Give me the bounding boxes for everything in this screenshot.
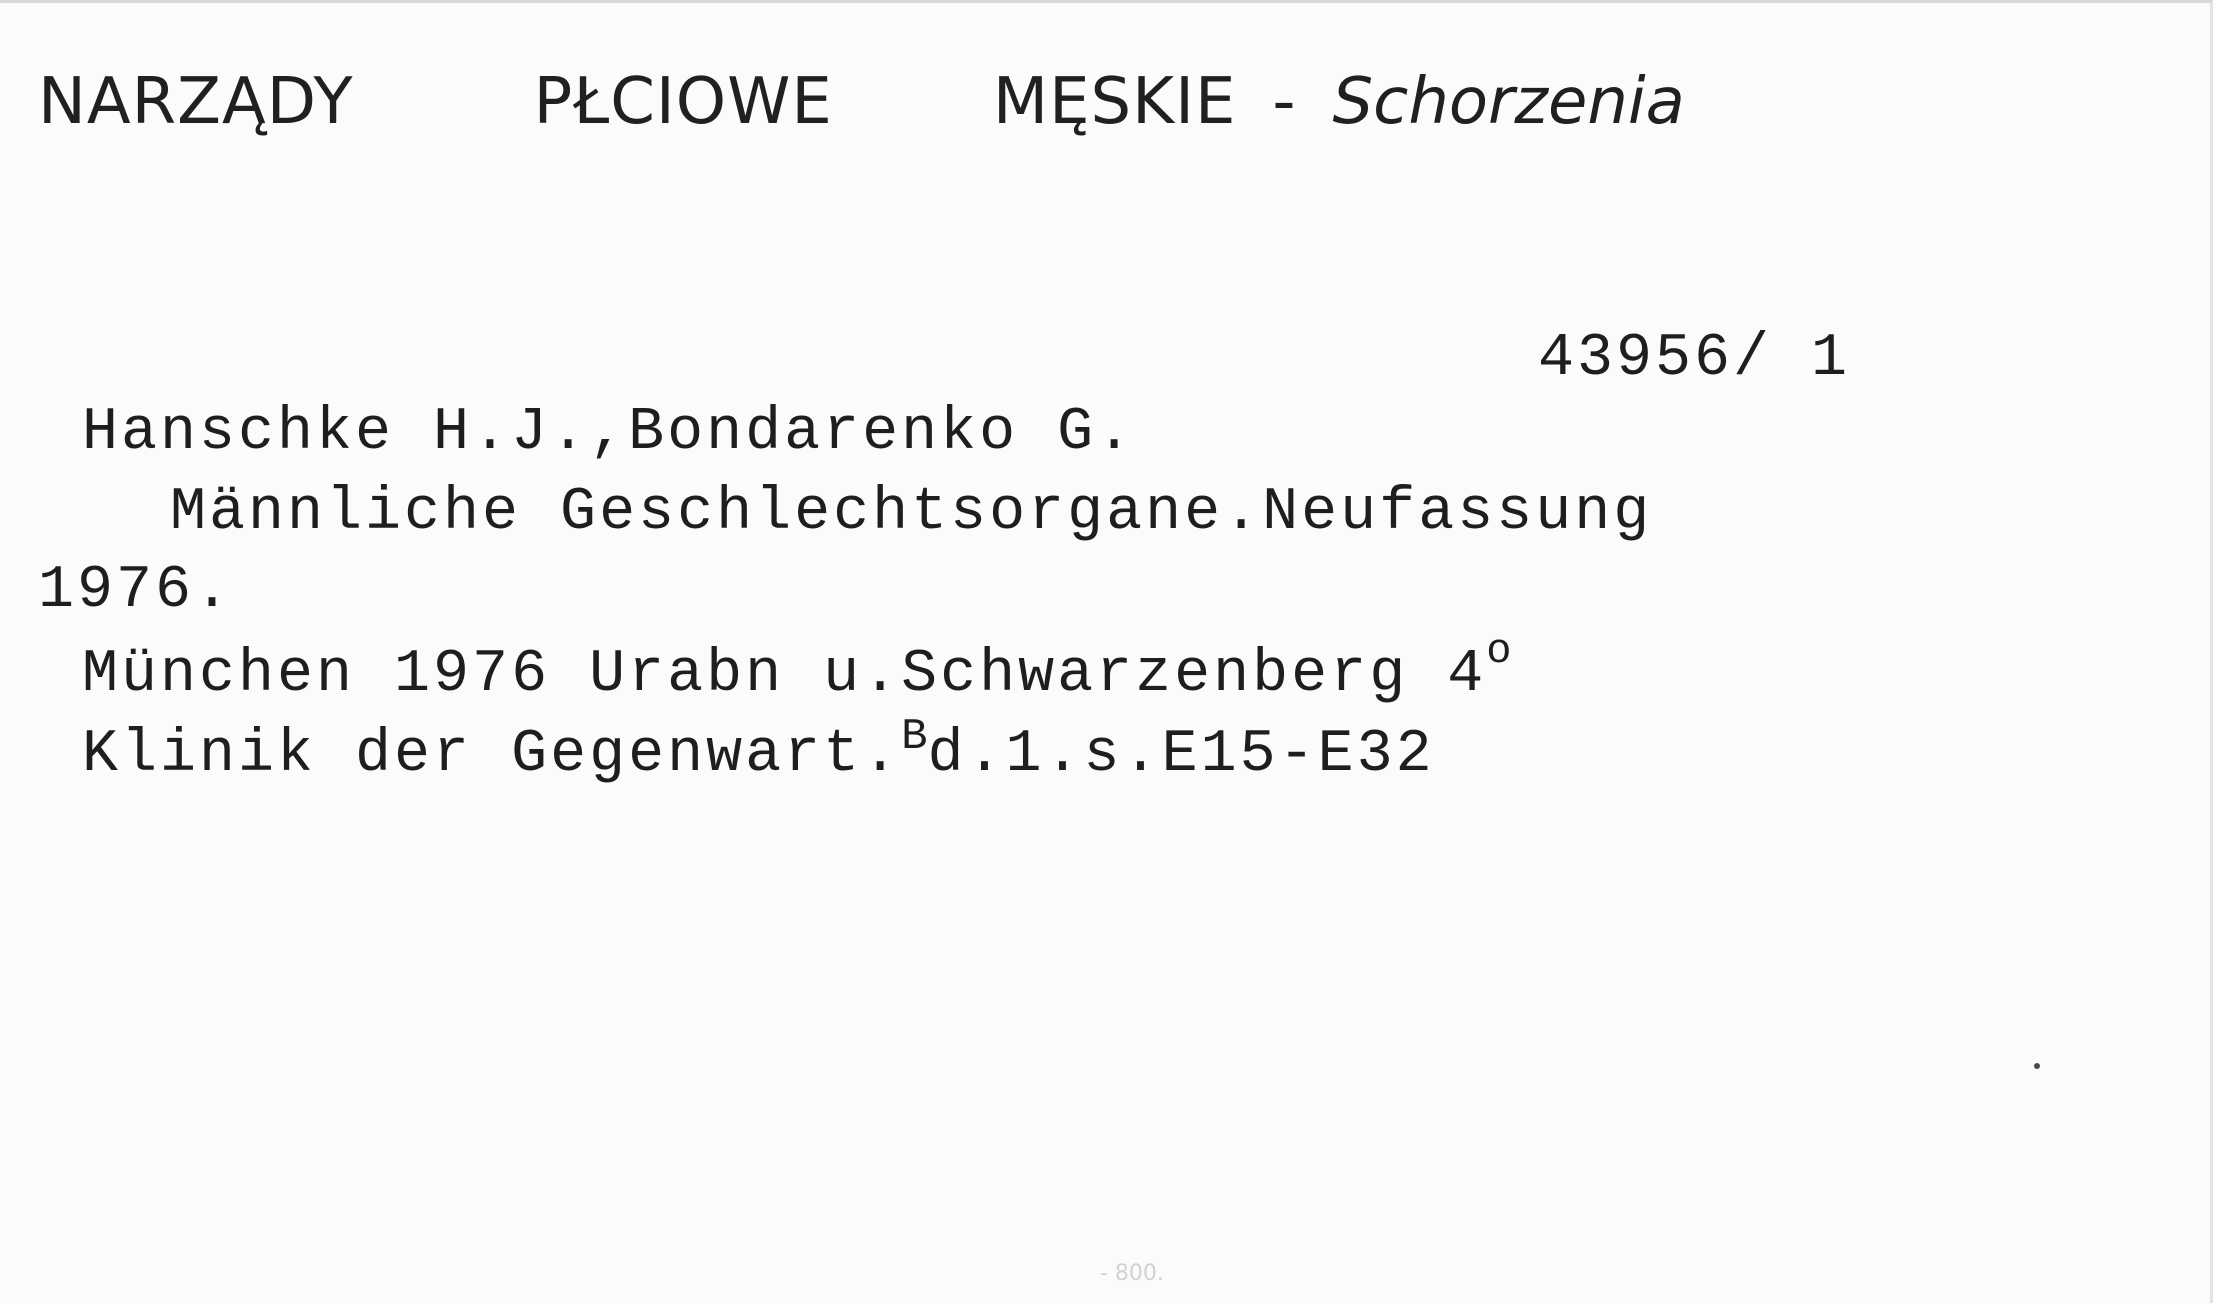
subject-subheading: Schorzenia xyxy=(1332,65,1685,139)
author-line: Hanschke H.J.,Bondarenko G. xyxy=(82,399,1136,467)
series-superscript: B xyxy=(901,712,928,762)
subject-dash: - xyxy=(1272,65,1297,139)
imprint-line xyxy=(82,627,1515,709)
series-suffix: d.1.s.E15-E32 xyxy=(927,721,1435,789)
subject-heading xyxy=(38,65,1685,139)
imprint-text: München 1976 Urabn u.Schwarzenberg 4 xyxy=(82,641,1487,709)
series-prefix: Klinik der Gegenwart. xyxy=(82,721,902,789)
format-superscript: o xyxy=(1486,627,1515,675)
subject-word-2: PŁCIOWE xyxy=(533,65,833,139)
speck-mark xyxy=(2034,1063,2040,1069)
title-line: Männliche Geschlechtsorgane.Neufassung xyxy=(170,479,1653,547)
series-line xyxy=(82,712,1435,789)
footer-stamp: - 800. xyxy=(1100,1261,1164,1286)
title-year-line: 1976. xyxy=(38,557,234,625)
subject-word-3: MĘSKIE xyxy=(992,65,1237,139)
call-number: 43956/ 1 xyxy=(1538,325,1851,393)
subject-word-1: NARZĄDY xyxy=(38,65,354,139)
